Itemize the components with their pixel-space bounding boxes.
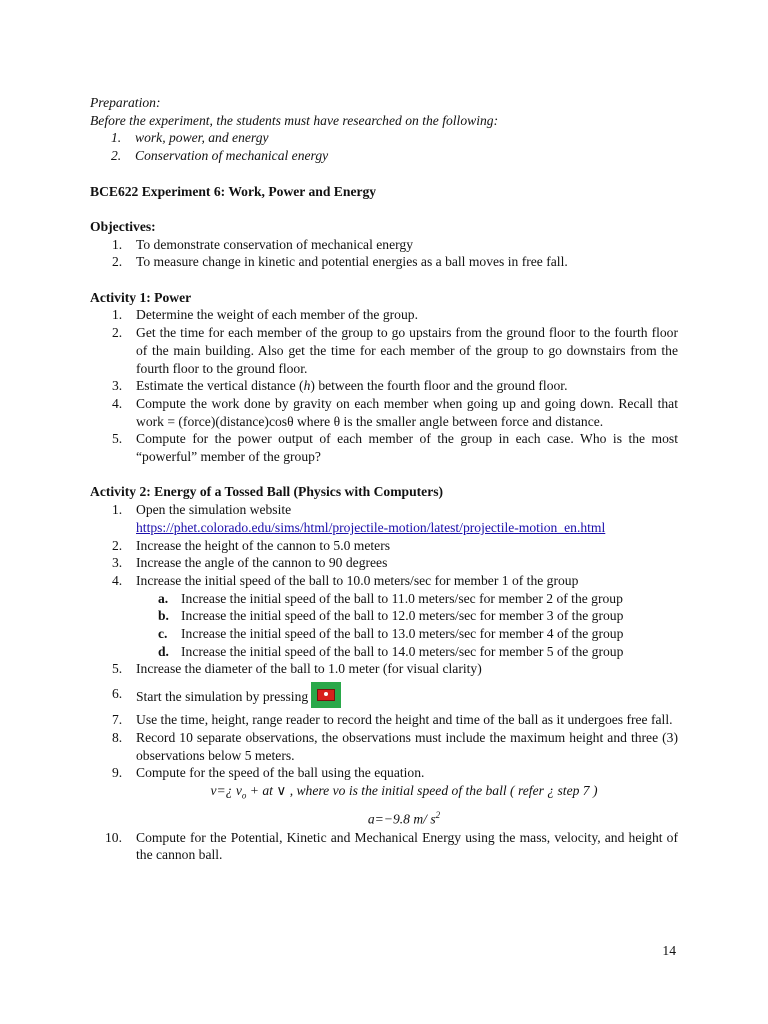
- preparation-intro: Before the experiment, the students must have researched on the following:: [90, 112, 499, 128]
- activity1-heading: Activity 1: Power: [90, 289, 192, 305]
- list-item: 5. Compute for the power output of each member of the group in each case. Who is the most “powerful” member of the group?: [112, 431, 678, 465]
- list-item: 1. Determine the weight of each member of the group.: [112, 307, 418, 323]
- play-button-icon: [311, 682, 341, 708]
- list-item: 6. Start the simulation by pressing: [90, 685, 678, 711]
- document-page: [90, 94, 678, 864]
- simulation-link[interactable]: https://phet.colorado.edu/sims/html/projectile-motion/latest/projectile-motion_en.html: [136, 519, 606, 535]
- list-item: 3. Estimate the vertical distance (h) between the fourth floor and the ground floor.: [112, 378, 568, 394]
- list-item: 1. work, power, and energy: [111, 130, 269, 146]
- list-item: 7. Use the time, height, range reader to record the height and time of the ball as it undergoes free fall.: [112, 712, 673, 728]
- acceleration-equation: a=−9.8 m/ $s^2$: [367, 810, 441, 827]
- list-item: 2. Get the time for each member of the group to go upstairs from the ground floor to the fourth floor of the main building. Also get the time for each member of the group to go downstairs from the fourth floor to the ground floor.: [112, 325, 678, 376]
- speed-equation: v=¿ $v_o$ + at ∨ , where vo is the initial speed of the ball ( refer ¿ step 7 ): [210, 782, 598, 801]
- preparation-section: [90, 94, 678, 165]
- list-item: 1. Open the simulation website https://phet.colorado.edu/sims/html/projectile-motion/latest/projectile-motion_en.html: [112, 502, 606, 535]
- list-item: 8. Record 10 separate observations, the observations must include the maximum height and three (3) observations below 5 meters.: [112, 729, 678, 763]
- sub-list-item: d. Increase the initial speed of the ball to 14.0 meters/sec for member 5 of the group: [158, 643, 624, 659]
- sub-list-item: c. Increase the initial speed of the ball to 13.0 meters/sec for member 4 of the group: [158, 626, 624, 642]
- list-item: 4. Increase the initial speed of the ball to 10.0 meters/sec for member 1 of the group: [112, 572, 579, 588]
- list-item: 4. Compute the work done by gravity on each member when going up and going down. Recall that work = (force)(distance)cosθ where θ is the smaller angle between force and distance.: [112, 395, 678, 429]
- sub-list-item: a. Increase the initial speed of the ball to 11.0 meters/sec for member 2 of the group: [158, 590, 623, 606]
- list-item: 2. Conservation of mechanical energy: [111, 148, 329, 164]
- activity2-heading: Activity 2: Energy of a Tossed Ball (Physics with Computers): [90, 484, 444, 500]
- list-item: 9. Compute for the speed of the ball using the equation.: [112, 765, 425, 781]
- page-number: 14: [662, 943, 676, 958]
- list-item: 3. Increase the angle of the cannon to 90 degrees: [112, 555, 388, 571]
- list-item: 10. Compute for the Potential, Kinetic and Mechanical Energy using the mass, velocity, and height of the cannon ball.: [105, 829, 678, 863]
- sub-list-item: b. Increase the initial speed of the ball to 12.0 meters/sec for member 3 of the group: [158, 608, 624, 624]
- list-item: 5. Increase the diameter of the ball to 1.0 meter (for visual clarity): [112, 661, 482, 677]
- list-item: 2. Increase the height of the cannon to 5.0 meters: [112, 537, 391, 553]
- objectives-heading: Objectives:: [90, 218, 156, 234]
- list-item: 2. To measure change in kinetic and potential energies as a ball moves in free fall.: [112, 254, 568, 270]
- document-title: BCE622 Experiment 6: Work, Power and Energy: [90, 183, 377, 199]
- list-item: 1. To demonstrate conservation of mechanical energy: [112, 236, 413, 252]
- preparation-heading: Preparation:: [90, 95, 161, 110]
